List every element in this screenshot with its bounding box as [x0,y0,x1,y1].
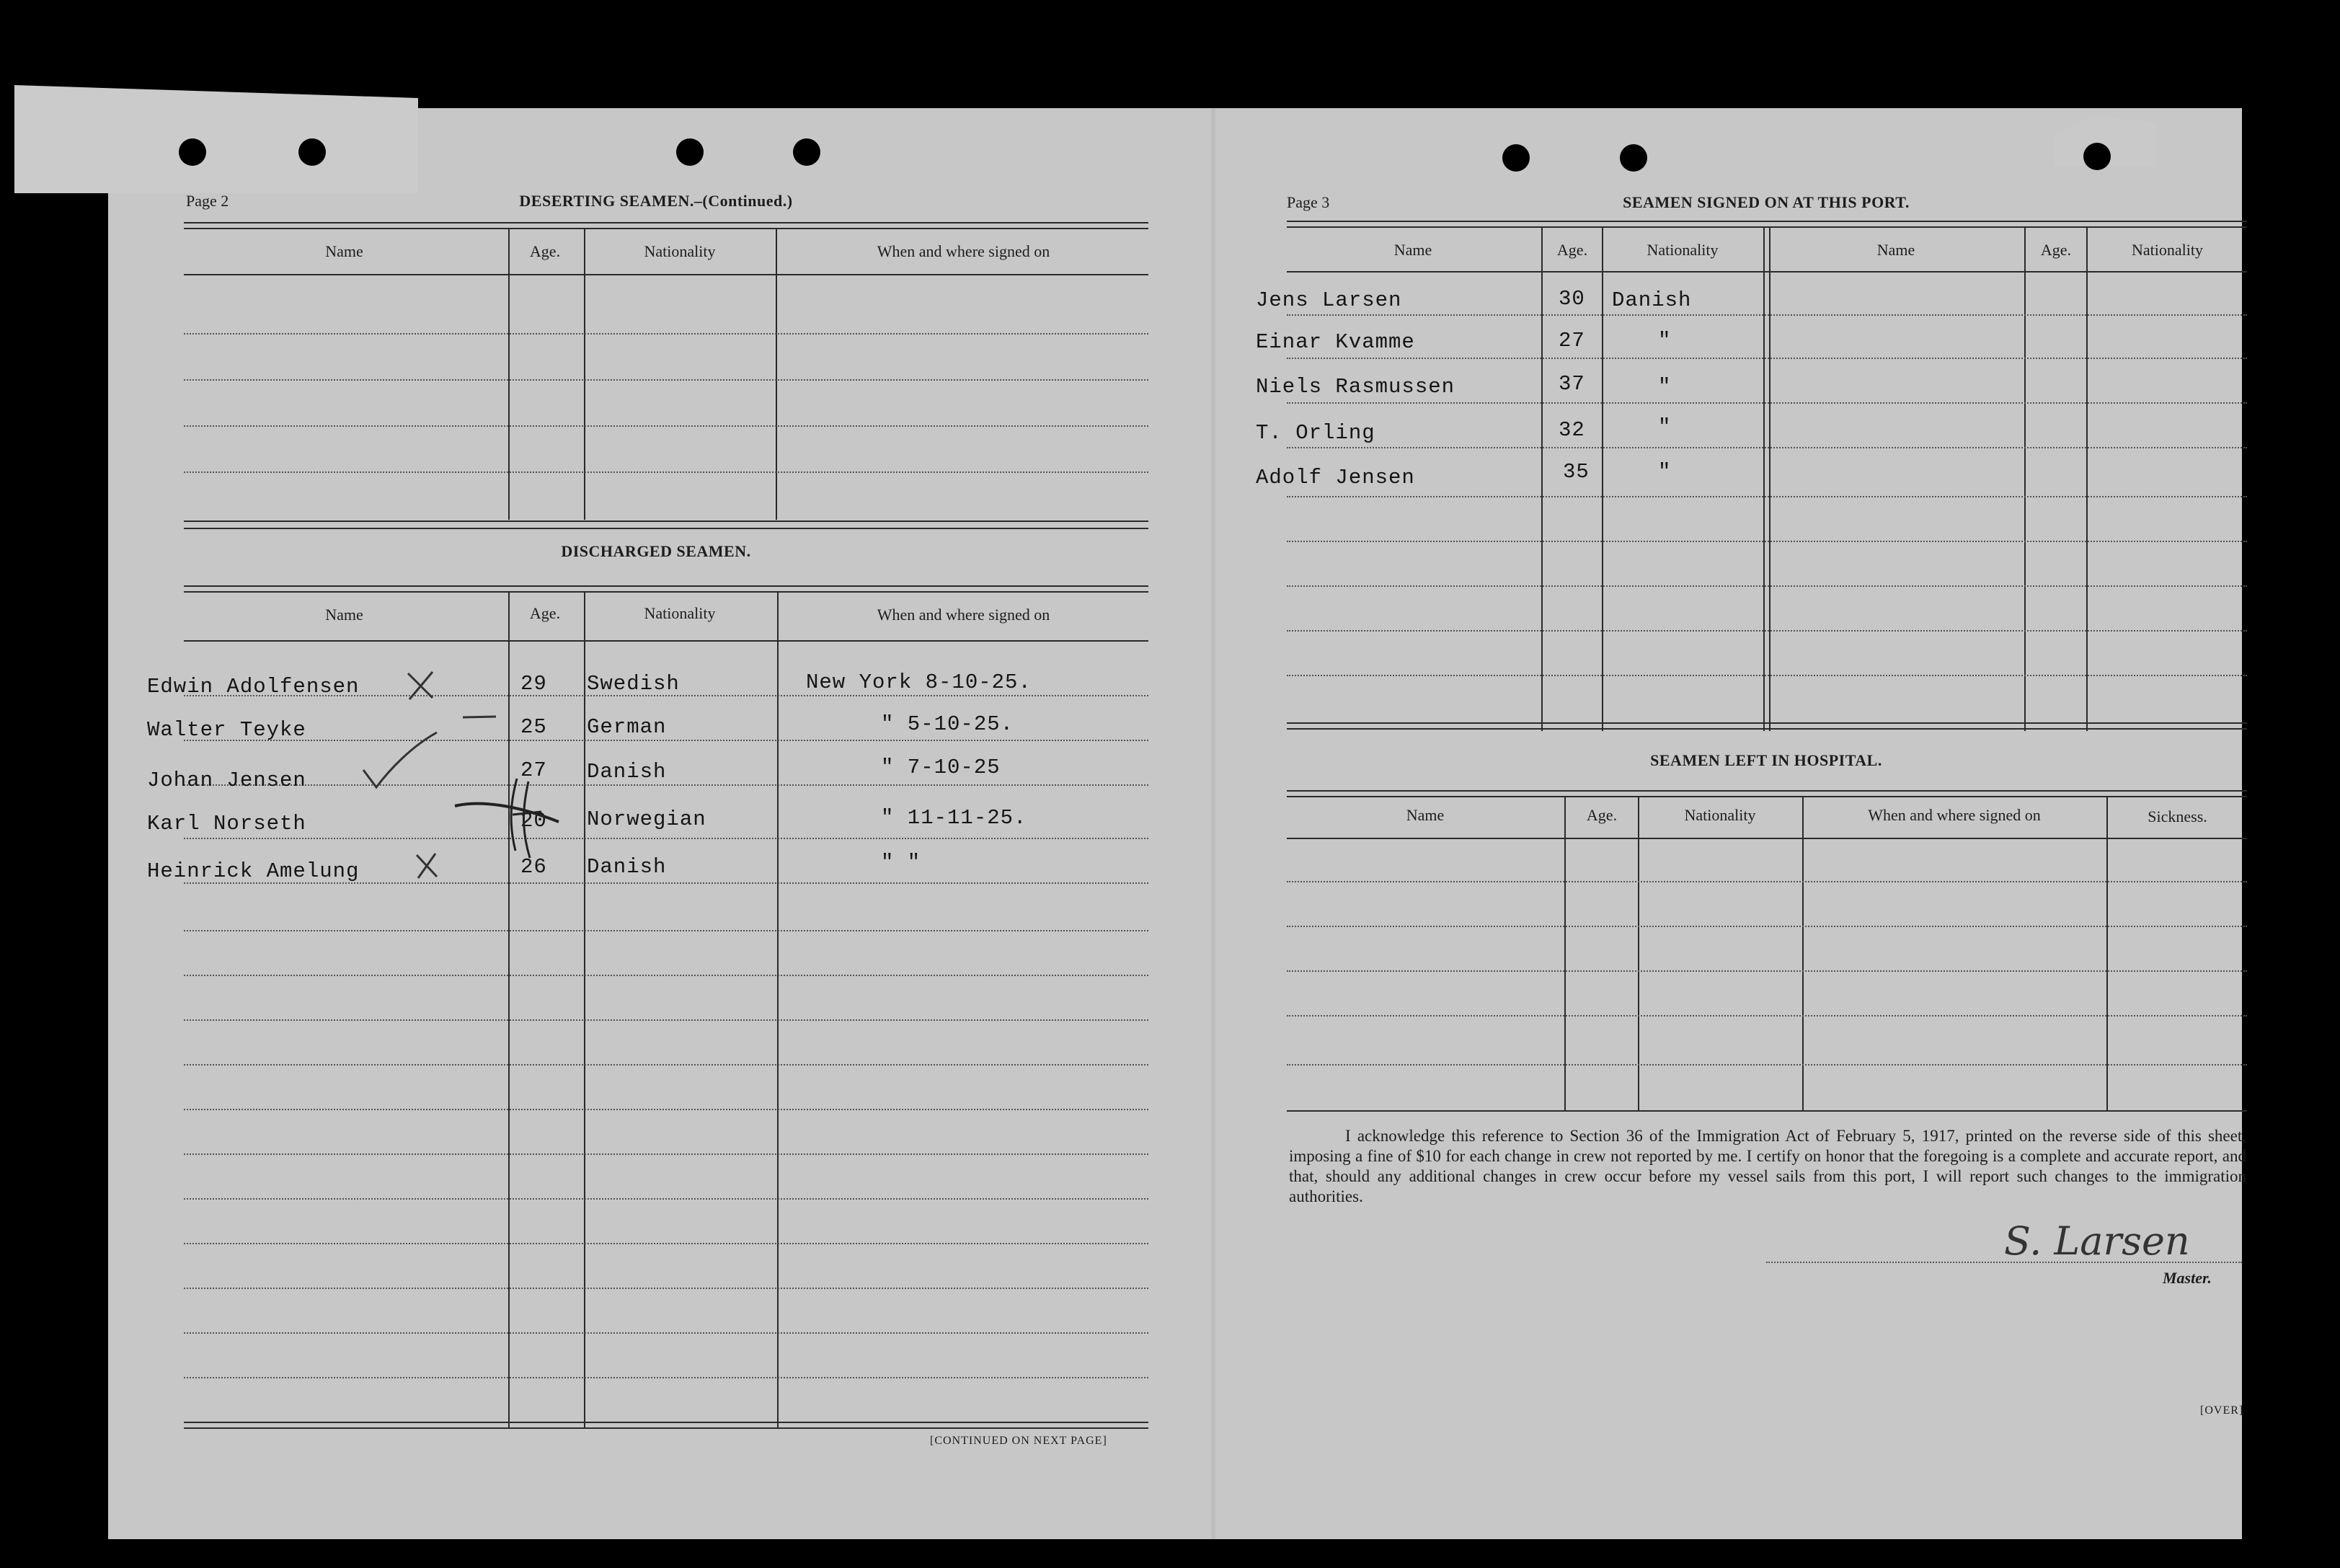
col-header-nationality: Nationality [1684,806,1756,824]
row-line [1287,1064,2247,1066]
signed-name: Niels Rasmussen [1256,375,1455,399]
deserting-seamen-title: DESERTING SEAMEN.–(Continued.) [519,192,793,210]
handwritten-check-icon [360,730,440,792]
col-divider [1541,226,1543,731]
torn-paper-edge [14,85,418,193]
col-header-nationality: Nationality [1647,241,1719,259]
row-line [1287,970,2247,972]
signed-age: 30 [1559,287,1585,311]
discharged-name: Walter Teyke [147,718,306,742]
row-line [1287,926,2247,927]
col-header-age: Age. [1556,241,1588,259]
row-line [184,1109,1148,1110]
col-header-name: Name [1876,241,1915,259]
handwritten-x-icon [404,669,437,702]
discharged-name: Heinrick Amelung [147,859,360,883]
row-line [184,1288,1148,1289]
row-line [1287,541,2247,542]
signed-name: Einar Kvamme [1256,330,1415,354]
discharged-signed-on: " " [881,851,921,874]
acknowledgement-text: I acknowledge this reference to Section 36 of the Immigration Act of February 5, 1917, printed on the reverse side of this sheet, imposing a fine of $10 for each change in crew not reported by me. I certify on honor that the foregoing is a complete and accurate report, and that, should any additional changes in crew occur before my vessel sails from this port, I will report such changes to the immigration authorities. [1289,1127,2246,1205]
discharged-signed-on: " 11-11-25. [881,806,1027,830]
col-header-age: Age. [529,242,561,260]
punch-hole-icon [179,138,206,166]
punch-hole-icon [676,138,704,166]
signed-on-title: SEAMEN SIGNED ON AT THIS PORT. [1623,193,1910,211]
col-header-age: Age. [529,604,561,622]
row-line [1287,358,2247,359]
col-divider [508,591,510,1427]
row-line [184,333,1148,335]
discharged-nationality: Danish [587,855,667,879]
row-line [184,379,1148,381]
rule [1287,226,2247,228]
discharged-signed-on: " 5-10-25. [881,712,1014,736]
col-header-signed-on: When and where signed on [1868,806,2041,824]
row-line [184,1332,1148,1334]
row-line [1287,447,2247,448]
row-line [1287,675,2247,676]
row-line [184,784,1148,786]
col-divider [1602,226,1603,731]
discharged-signed-on: " 7-10-25 [881,756,1001,779]
discharged-age: 27 [520,758,547,782]
rule [184,521,1148,522]
row-line [184,1243,1148,1244]
row-line [184,930,1148,931]
col-divider [2024,226,2026,731]
master-label: Master. [2163,1269,2212,1287]
signed-age: 35 [1563,460,1590,484]
rule [184,528,1148,529]
over-label: [OVER] [2200,1404,2244,1417]
signed-name: Adolf Jensen [1256,466,1415,490]
signed-age: 37 [1559,372,1585,396]
row-line [184,1198,1148,1200]
punch-hole-icon [298,138,326,166]
signed-nationality: " [1658,375,1672,399]
row-line [1287,402,2247,404]
discharged-age: 25 [520,715,547,739]
rule [184,585,1148,587]
row-line [184,740,1148,741]
signed-name: T. Orling [1256,421,1375,445]
discharged-name: Karl Norseth [147,812,306,836]
rule [184,222,1148,223]
rule [1287,796,2247,797]
signed-nationality: Danish [1612,288,1692,312]
row-line [1287,881,2247,882]
row-line [1287,585,2247,587]
master-signature: S. Larsen [2004,1218,2190,1264]
rule [184,1427,1148,1429]
rule [184,640,1148,642]
col-header-nationality: Nationality [644,604,716,622]
col-header-signed-on: When and where signed on [877,242,1050,260]
col-header-signed-on: When and where signed on [877,606,1050,624]
discharged-age: 26 [520,855,547,879]
discharged-age: 29 [520,672,547,696]
rule [1287,1110,2247,1112]
rule [1287,221,2247,222]
col-divider [584,228,585,520]
page-label: Page 3 [1287,193,1330,211]
row-line [184,838,1148,839]
col-header-nationality: Nationality [2132,241,2203,259]
discharged-nationality: German [587,715,667,739]
discharged-age: 20 [520,809,547,833]
rule [1287,838,2247,839]
col-divider [777,591,779,1427]
handwritten-dash-icon [461,714,497,721]
discharged-nationality: Swedish [587,672,680,696]
punch-hole-icon [793,138,820,166]
signed-nationality: " [1658,460,1672,484]
col-header-name: Name [1406,806,1445,824]
col-header-age: Age. [2040,241,2072,259]
row-line [184,425,1148,427]
page-fold [1211,108,1215,1539]
discharged-nationality: Norwegian [587,807,706,831]
row-line [184,1019,1148,1021]
hospital-title: SEAMEN LEFT IN HOSPITAL. [1650,751,1882,769]
signed-nationality: " [1658,415,1672,439]
row-line [1287,630,2247,632]
row-line [1287,314,2247,316]
row-line [1287,1015,2247,1016]
col-header-sickness: Sickness. [2148,807,2207,825]
signed-age: 27 [1559,329,1585,353]
signed-age: 32 [1559,418,1585,442]
row-line [1287,496,2247,497]
row-line [184,1064,1148,1066]
page-label: Page 2 [186,192,229,210]
row-line [184,1153,1148,1155]
rule [184,274,1148,275]
continued-note: [CONTINUED ON NEXT PAGE] [930,1435,1107,1447]
col-header-name: Name [325,242,363,260]
col-header-name: Name [1393,241,1432,259]
handwritten-x-icon [412,851,441,881]
col-header-age: Age. [1586,806,1618,824]
signed-nationality: " [1658,329,1672,353]
discharged-signed-on: New York 8-10-25. [806,670,1032,694]
col-divider [1763,226,1765,731]
punch-hole-icon [1502,144,1530,172]
punch-hole-icon [1620,144,1647,172]
discharged-name: Johan Jensen [147,769,306,792]
discharged-nationality: Danish [587,760,667,784]
col-divider [508,228,510,520]
rule [184,591,1148,593]
row-line [184,975,1148,976]
col-divider [1769,226,1770,731]
col-header-name: Name [325,606,363,624]
signed-name: Jens Larsen [1256,288,1402,312]
rule [1287,728,2247,730]
rule [1287,790,2247,792]
rule [1287,271,2247,273]
col-divider [776,228,777,520]
rule [184,228,1148,229]
discharged-seamen-title: DISCHARGED SEAMEN. [561,542,751,560]
handwritten-initials-icon [451,771,573,872]
col-divider [584,591,585,1427]
punch-hole-icon [2083,143,2111,170]
col-header-nationality: Nationality [644,242,716,260]
rule [184,1422,1148,1423]
rule [1287,722,2247,724]
discharged-name: Edwin Adolfensen [147,675,360,699]
row-line [184,471,1148,473]
col-divider [2086,226,2088,731]
row-line [184,1377,1148,1378]
